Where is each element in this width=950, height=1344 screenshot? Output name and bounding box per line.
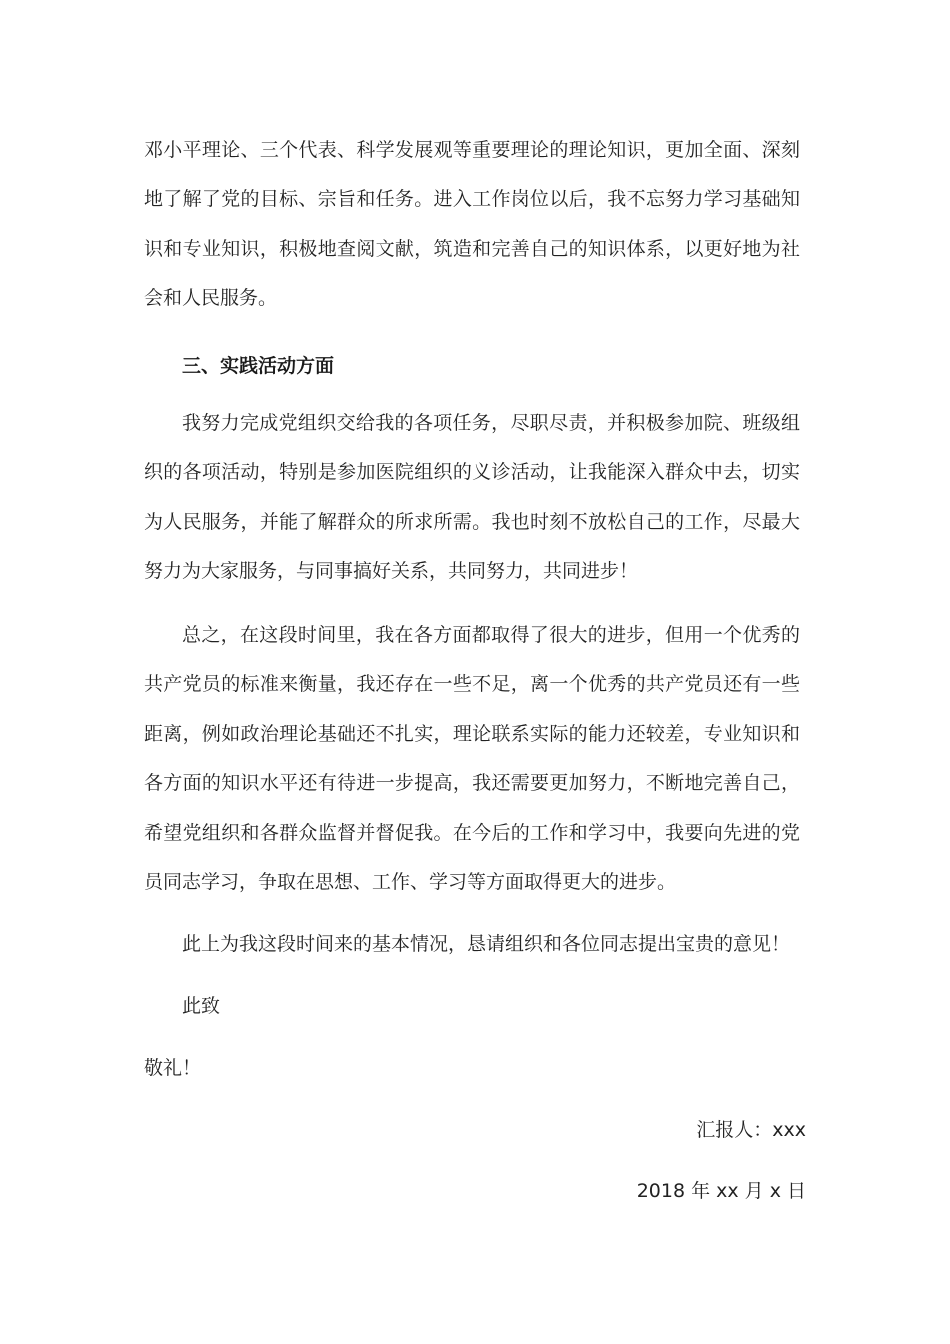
report-date: 2018 年 xx 月 x 日 bbox=[636, 1180, 806, 1202]
paragraph-summary: 总之，在这段时间里，我在各方面都取得了很大的进步，但用一个优秀的共产党员的标准来衡量，我还存在一些不足，离一个优秀的共产党员还有一些距离，例如政治理论基础还不扎实，理论联系实际的能力还较差，专业知识和各方面的知识水平还有待进一步提高，我还需要更加努力，不断地完善自己，希望党组织和各群众监督并督促我。在今后的工作和学习中，我要向先进的党员同志学习，争取在思想、工作、学习等方面取得更大的进步。 bbox=[144, 624, 800, 894]
paragraph-continued: 邓小平理论、三个代表、科学发展观等重要理论的理论知识，更加全面、深刻地了解了党的目标、宗旨和任务。进入工作岗位以后，我不忘努力学习基础知识和专业知识，积极地查阅文献，筑造和完善自己的知识体系，以更好地为社会和人民服务。 bbox=[144, 139, 800, 310]
salutation-cizhi: 此致 bbox=[182, 995, 221, 1017]
salutation-jingli: 敬礼！ bbox=[144, 1057, 202, 1079]
paragraph-practice: 我努力完成党组织交给我的各项任务，尽职尽责，并积极参加院、班级组织的各项活动，特别是参加医院组织的义诊活动，让我能深入群众中去，切实为人民服务，并能了解群众的所求所需。我也时刻不放松自己的工作，尽最大努力为大家服务，与同事搞好关系，共同努力，共同进步！ bbox=[144, 412, 800, 583]
section-heading: 三、实践活动方面 bbox=[182, 355, 335, 377]
paragraph-closing: 此上为我这段时间来的基本情况，恳请组织和各位同志提出宝贵的意见！ bbox=[182, 933, 791, 955]
signature: 汇报人：xxx bbox=[696, 1119, 806, 1141]
